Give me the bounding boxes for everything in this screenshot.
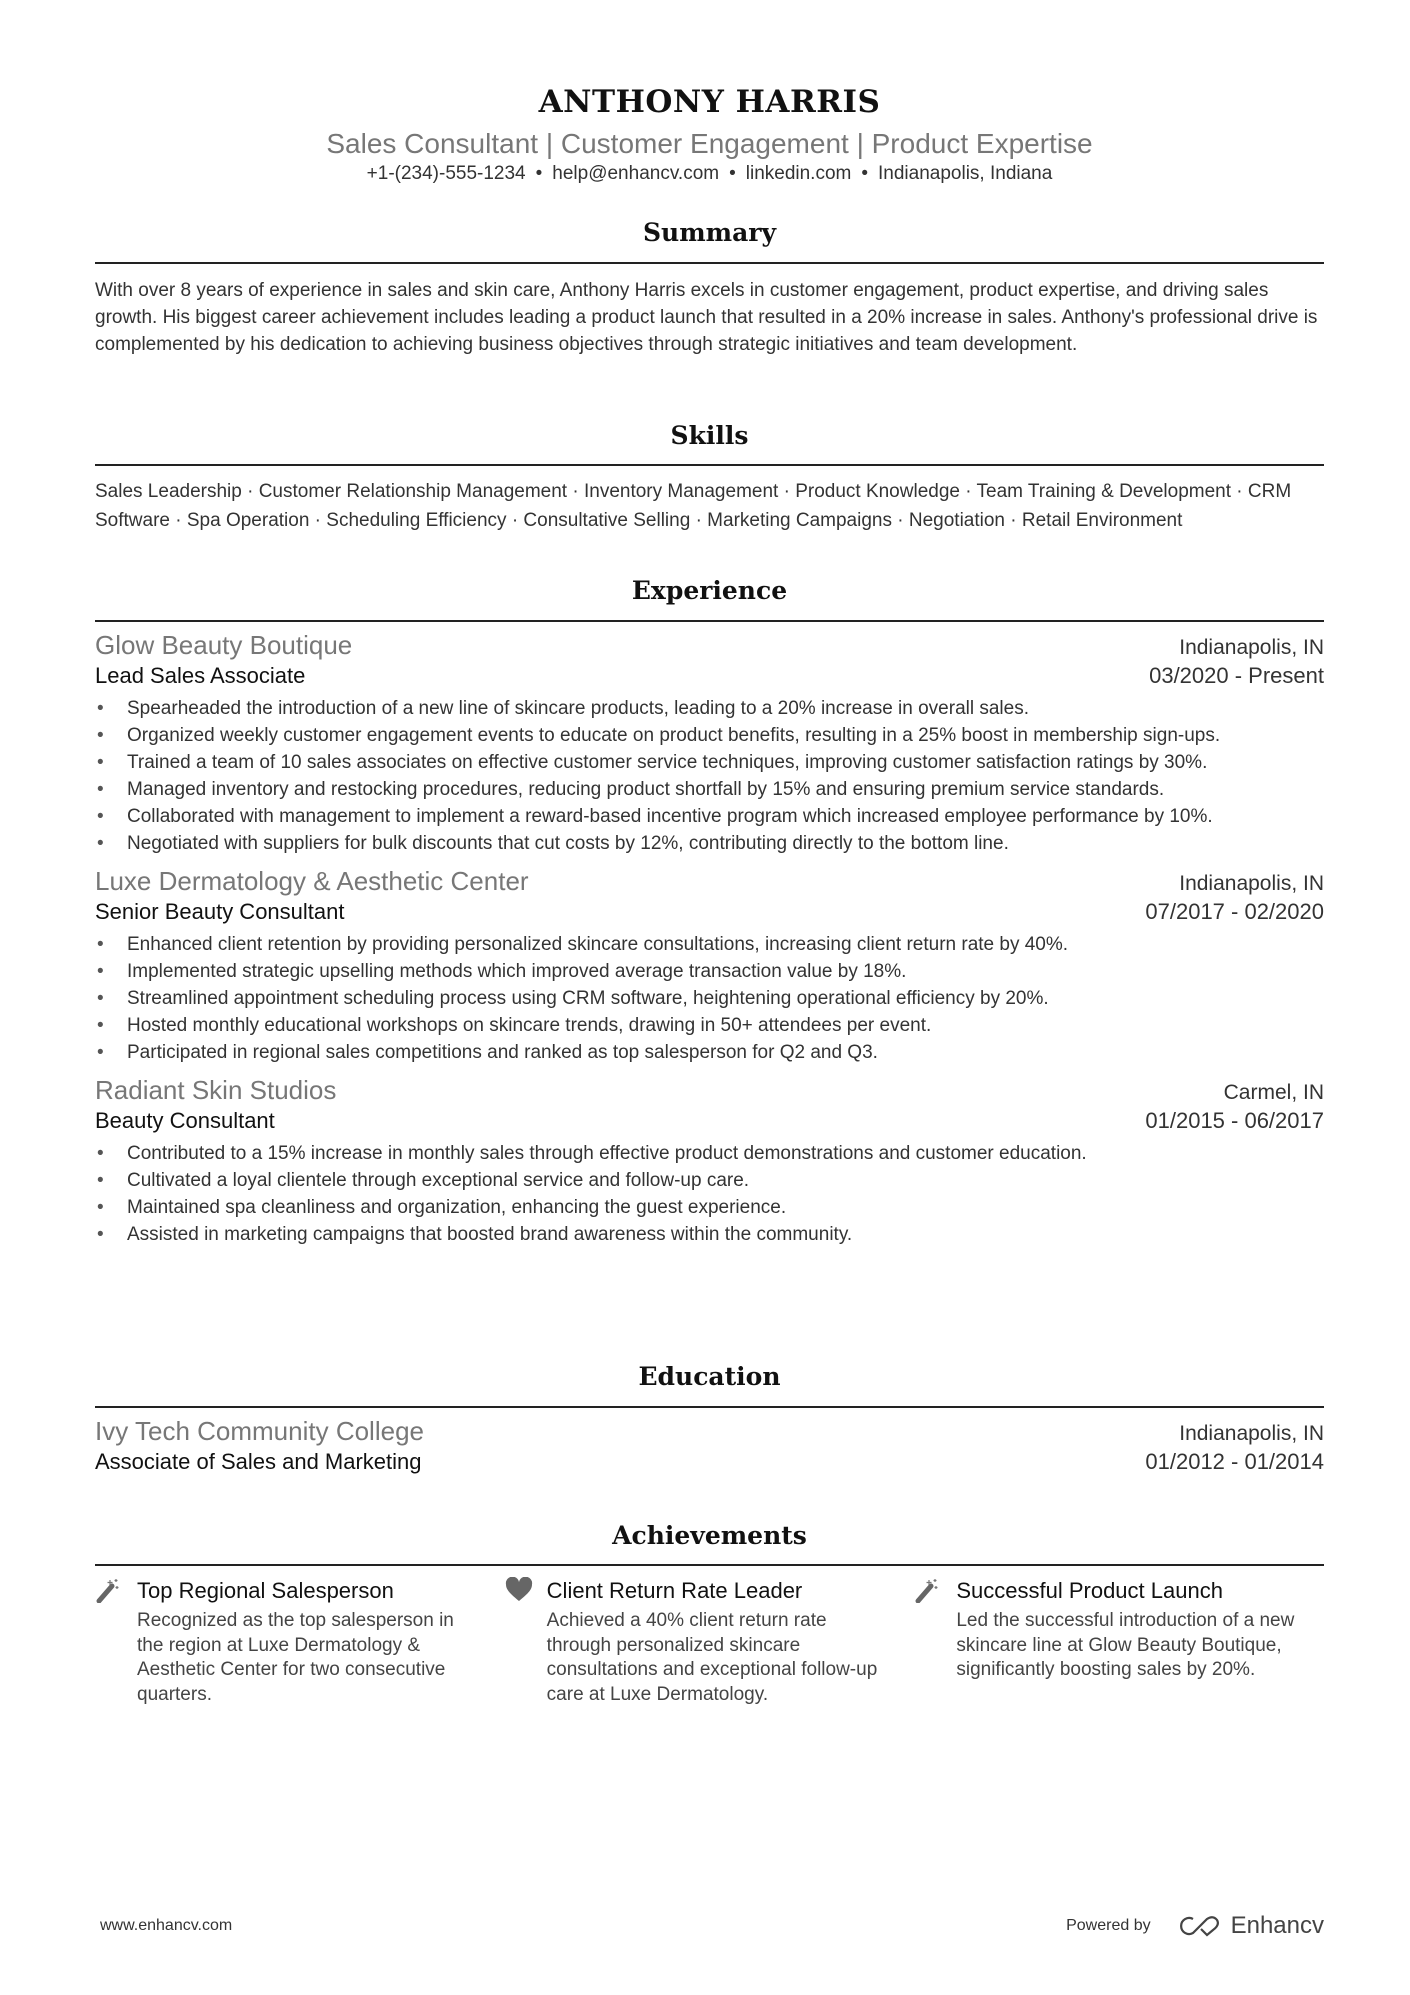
job-role: Beauty Consultant (95, 1108, 275, 1133)
divider (95, 1406, 1324, 1408)
bullet-item: • Spearheaded the introduction of a new line of skincare products, leading to a 20% increase in overall sales. (95, 695, 1324, 722)
bullet-item: • Implemented strategic upselling methods which improved average transaction value by 18%. (95, 958, 1324, 985)
summary-text: With over 8 years of experience in sales and skin care, Anthony Harris excels in customer engagement, product expertise, and driving sales growth. His biggest career achievement includes leading a product launch that resulted in a 20% increase in sales. Anthony's professional drive is complemented by his dedication to achieving business objectives through strategic initiatives and team development. (95, 280, 1318, 355)
achievement-item (505, 1575, 915, 1707)
company-name: Glow Beauty Boutique (95, 630, 353, 660)
section-title: Experience (631, 576, 788, 605)
job-bullets (95, 695, 1324, 857)
section-title: Summary (642, 218, 777, 247)
job-bullets (95, 931, 1324, 1066)
bullet-item: • Managed inventory and restocking procedures, reducing product shortfall by 15% and ensuring premium service standards. (95, 776, 1324, 803)
achievement-item (914, 1575, 1324, 1707)
footer (100, 1912, 1324, 1940)
achievement-description: Achieved a 40% client return rate through personalized skincare consultations and exceptional follow-up care at Luxe Dermatology. (546, 1610, 878, 1705)
achievements-section (95, 1521, 1324, 1707)
bullet-item: • Hosted monthly educational workshops on skincare trends, drawing in 50+ attendees per event. (95, 1012, 1324, 1039)
bullet-item: • Contributed to a 15% increase in monthly sales through effective product demonstrations and customer education. (95, 1140, 1324, 1167)
bullet-item: • Negotiated with suppliers for bulk discounts that cut costs by 12%, contributing directly to the bottom line. (95, 830, 1324, 857)
bullet-item: • Assisted in marketing campaigns that boosted brand awareness within the community. (95, 1221, 1324, 1248)
bullet-item: • Streamlined appointment scheduling process using CRM software, heightening operational efficiency by 20%. (95, 985, 1324, 1012)
summary-section (95, 218, 1324, 358)
job-entry (95, 630, 1324, 857)
linkedin-link[interactable]: linkedin.com (745, 163, 852, 184)
bullet-item: • Participated in regional sales competitions and ranked as top salesperson for Q2 and Q3. (95, 1039, 1324, 1066)
education-section (95, 1362, 1324, 1475)
magic-wand-icon (95, 1575, 137, 1707)
job-dates: 01/2015 - 06/2017 (1145, 1108, 1324, 1133)
job-role: Lead Sales Associate (95, 663, 306, 688)
phone: +1-(234)-555-1234 (366, 163, 526, 184)
candidate-name: ANTHONY HARRIS (538, 84, 881, 120)
job-entry (95, 1075, 1324, 1248)
divider (95, 464, 1324, 466)
enhancv-logo-icon (1177, 1914, 1223, 1938)
experience-section (95, 576, 1324, 1248)
bullet-item: • Maintained spa cleanliness and organization, enhancing the guest experience. (95, 1194, 1324, 1221)
school-name: Ivy Tech Community College (95, 1416, 424, 1446)
job-location: Indianapolis, IN (1179, 872, 1324, 895)
job-location: Carmel, IN (1223, 1081, 1324, 1104)
contact-info: +1-(234)-555-1234 • help@enhancv.com • linkedin.com • Indianapolis, Indiana (366, 163, 1053, 184)
school-location: Indianapolis, IN (1179, 1422, 1324, 1445)
bullet-item: • Trained a team of 10 sales associates on effective customer service techniques, improving customer satisfaction ratings by 30%. (95, 749, 1324, 776)
magic-wand-icon (914, 1575, 956, 1707)
email-link[interactable]: help@enhancv.com (552, 163, 720, 184)
degree: Associate of Sales and Marketing (95, 1449, 422, 1474)
job-location: Indianapolis, IN (1179, 636, 1324, 659)
company-name: Luxe Dermatology & Aesthetic Center (95, 866, 529, 896)
skills-section (95, 421, 1324, 535)
achievement-title: Successful Product Launch (956, 1578, 1223, 1603)
divider (95, 1564, 1324, 1566)
enhancv-logo (1177, 1912, 1324, 1940)
achievement-item (95, 1575, 505, 1707)
brand-name: Enhancv (1230, 1912, 1324, 1939)
education-dates: 01/2012 - 01/2014 (1145, 1449, 1324, 1474)
section-title: Education (638, 1362, 781, 1391)
achievement-title: Top Regional Salesperson (137, 1578, 394, 1603)
location: Indianapolis, Indiana (878, 163, 1053, 184)
bullet-item: • Cultivated a loyal clientele through exceptional service and follow-up care. (95, 1167, 1324, 1194)
achievement-description: Led the successful introduction of a new skincare line at Glow Beauty Boutique, significantly boosting sales by 20%. (956, 1610, 1295, 1680)
job-role: Senior Beauty Consultant (95, 899, 345, 924)
website-link[interactable]: www.enhancv.com (100, 1917, 233, 1934)
job-dates: 03/2020 - Present (1149, 663, 1324, 688)
achievement-title: Client Return Rate Leader (546, 1578, 803, 1603)
headline: Sales Consultant | Customer Engagement | Product Expertise (326, 128, 1093, 159)
achievement-description: Recognized as the top salesperson in the region at Luxe Dermatology & Aesthetic Center for two consecutive quarters. (137, 1610, 454, 1705)
bullet-item: • Organized weekly customer engagement events to educate on product benefits, resulting in a 25% boost in membership sign-ups. (95, 722, 1324, 749)
job-entry (95, 866, 1324, 1066)
company-name: Radiant Skin Studios (95, 1075, 337, 1105)
skills-text: Sales Leadership · Customer Relationship Management · Inventory Management · Product Knowledge · Team Training & Development · CRM Software · Spa Operation · Scheduling Efficiency · Consultative Selling · Marketing Campaigns · Negotiation · Retail Environment (95, 481, 1292, 531)
bullet-item: • Enhanced client retention by providing personalized skincare consultations, increasing client return rate by 40%. (95, 931, 1324, 958)
heart-icon (505, 1575, 547, 1707)
bullet-item: • Collaborated with management to implement a reward-based incentive program which increased employee performance by 10%. (95, 803, 1324, 830)
job-dates: 07/2017 - 02/2020 (1145, 899, 1324, 924)
section-title: Skills (670, 421, 749, 450)
divider (95, 262, 1324, 264)
job-bullets (95, 1140, 1324, 1248)
divider (95, 620, 1324, 622)
powered-by: Powered by (1066, 1917, 1151, 1934)
section-title: Achievements (612, 1521, 807, 1550)
